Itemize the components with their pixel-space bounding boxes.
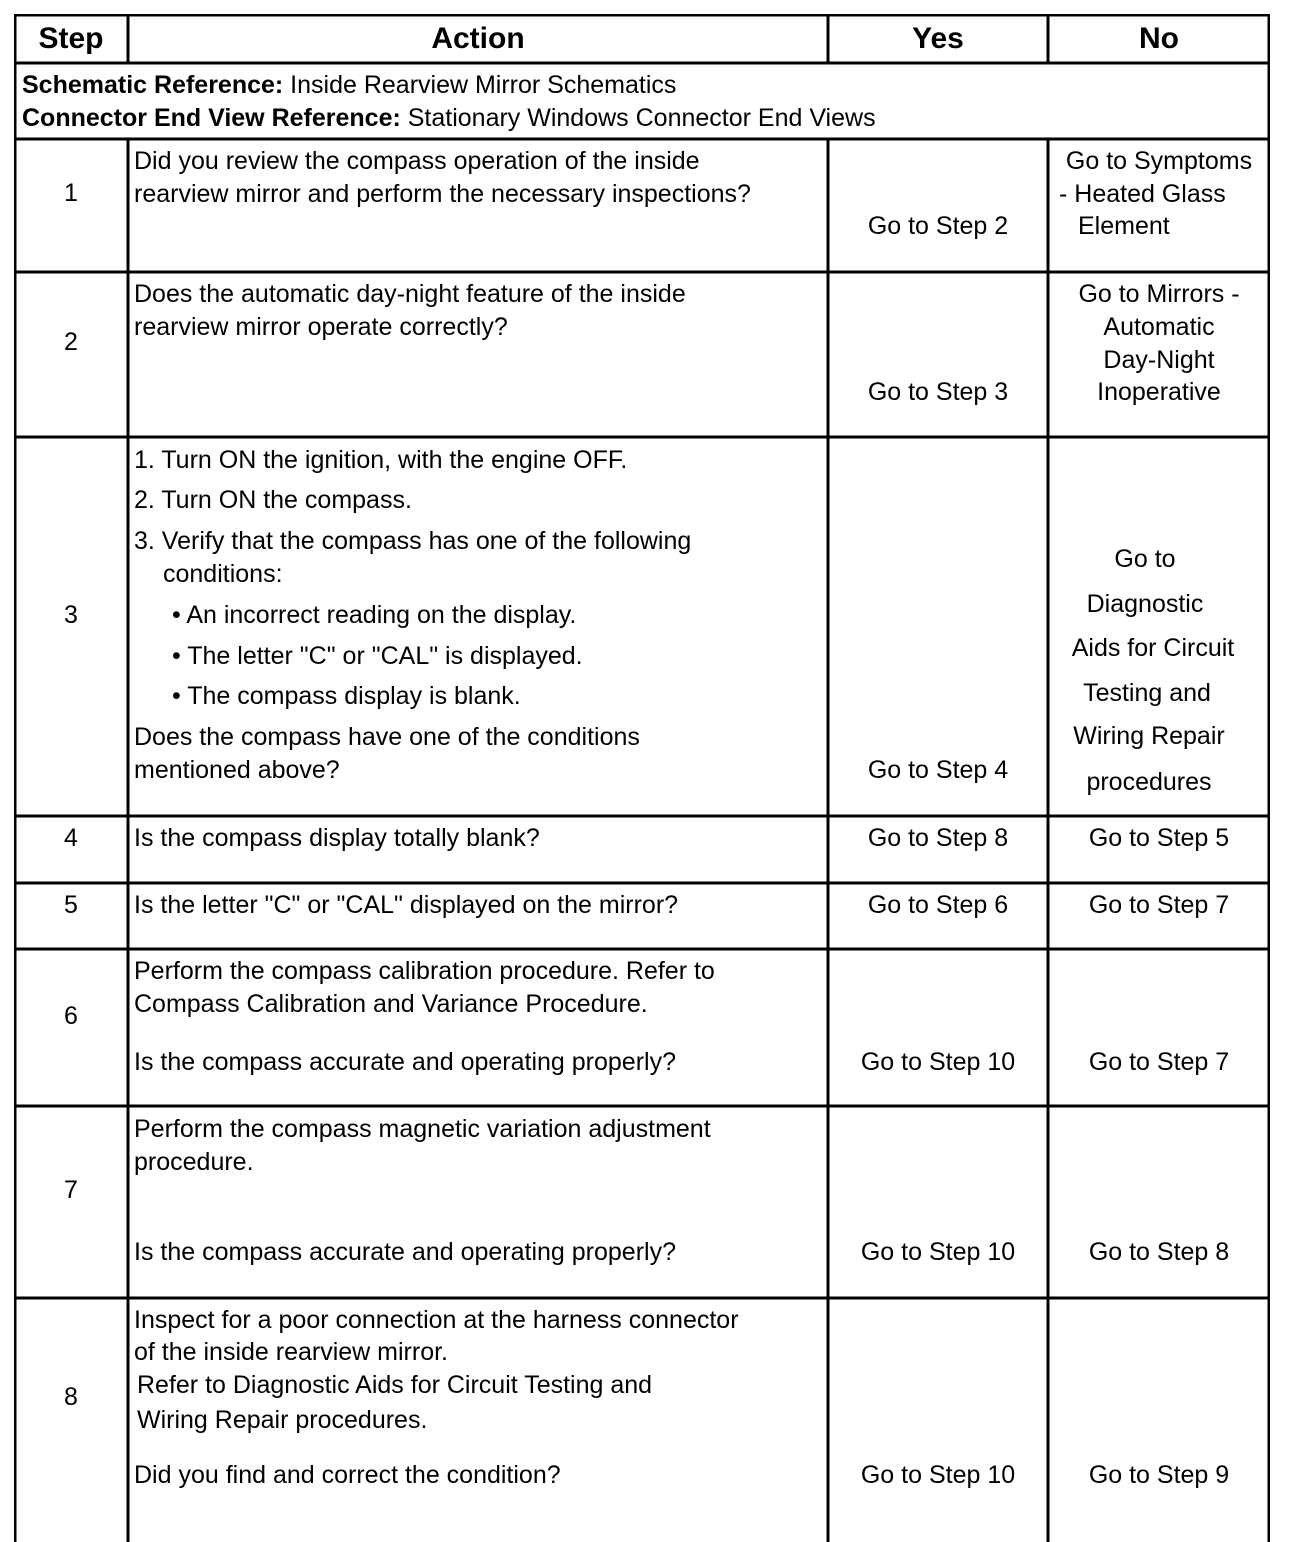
yes-action[interactable]: Go to Step 8 bbox=[867, 824, 1009, 852]
no-action[interactable]: Go to Step 7 bbox=[1088, 1048, 1230, 1076]
no-action[interactable]: Go to bbox=[1114, 545, 1176, 573]
yes-action[interactable]: Go to Step 6 bbox=[867, 891, 1009, 919]
yes-action[interactable]: Go to Step 10 bbox=[860, 1048, 1016, 1076]
step-number: 4 bbox=[64, 824, 78, 852]
no-action[interactable]: Go to Step 9 bbox=[1088, 1461, 1230, 1489]
connector-reference-label: Connector End View Reference: bbox=[22, 104, 401, 132]
action-text: Did you review the compass operation of the inside bbox=[134, 147, 700, 175]
schematic-reference-label: Schematic Reference: bbox=[22, 71, 284, 99]
header-yes: Yes bbox=[912, 22, 964, 55]
action-text: procedure. bbox=[134, 1148, 254, 1176]
action-text: Is the compass display totally blank? bbox=[134, 824, 540, 852]
no-action[interactable]: Automatic bbox=[1103, 313, 1215, 341]
no-action[interactable]: Go to Step 5 bbox=[1088, 824, 1230, 852]
diagnostic-table bbox=[14, 14, 1270, 1542]
step-number: 2 bbox=[64, 328, 78, 356]
action-text: Inspect for a poor connection at the harness connector bbox=[134, 1306, 739, 1334]
no-action[interactable]: Go to Mirrors - bbox=[1078, 280, 1240, 308]
action-text: conditions: bbox=[163, 560, 283, 588]
action-text: Does the compass have one of the conditions bbox=[134, 723, 640, 751]
no-action[interactable]: Go to Step 7 bbox=[1088, 891, 1230, 919]
step-number: 3 bbox=[64, 601, 78, 629]
header-action: Action bbox=[431, 22, 525, 55]
no-action[interactable]: Go to Step 8 bbox=[1088, 1238, 1230, 1266]
action-bullet: • The compass display is blank. bbox=[172, 682, 521, 710]
header-step: Step bbox=[38, 22, 104, 55]
action-text: Is the compass accurate and operating properly? bbox=[134, 1048, 676, 1076]
action-text: 2. Turn ON the compass. bbox=[134, 486, 412, 514]
no-action[interactable]: Aids for Circuit bbox=[1071, 634, 1235, 662]
schematic-reference-value[interactable]: Inside Rearview Mirror Schematics bbox=[283, 71, 677, 99]
step-number: 5 bbox=[64, 891, 78, 919]
action-text: of the inside rearview mirror. bbox=[134, 1338, 449, 1366]
action-text: 3. Verify that the compass has one of the following bbox=[134, 527, 692, 555]
step-number: 8 bbox=[64, 1383, 78, 1411]
action-text: Is the letter "C" or "CAL" displayed on the mirror? bbox=[134, 891, 679, 919]
step-number: 6 bbox=[64, 1002, 78, 1030]
no-action[interactable]: Day-Night bbox=[1103, 346, 1215, 374]
action-text: Did you find and correct the condition? bbox=[134, 1461, 561, 1489]
action-text: Perform the compass magnetic variation adjustment bbox=[134, 1115, 711, 1143]
no-action[interactable]: Element bbox=[1078, 212, 1170, 240]
yes-action[interactable]: Go to Step 10 bbox=[860, 1461, 1016, 1489]
no-action[interactable]: - Heated Glass bbox=[1059, 180, 1226, 208]
action-text: Compass Calibration and Variance Procedure. bbox=[134, 990, 648, 1018]
no-action[interactable]: procedures bbox=[1086, 768, 1212, 796]
yes-action[interactable]: Go to Step 2 bbox=[867, 212, 1009, 240]
action-text: Refer to Diagnostic Aids for Circuit Testing and bbox=[137, 1371, 653, 1399]
action-text: Does the automatic day-night feature of the inside bbox=[134, 280, 686, 308]
action-bullet: • The letter "C" or "CAL" is displayed. bbox=[172, 642, 583, 670]
action-text: Is the compass accurate and operating properly? bbox=[134, 1238, 676, 1266]
no-action[interactable]: Go to Symptoms bbox=[1065, 147, 1253, 175]
action-text: Perform the compass calibration procedure. Refer to bbox=[134, 957, 715, 985]
action-bullet: • An incorrect reading on the display. bbox=[172, 601, 577, 629]
no-action[interactable]: Testing and bbox=[1083, 679, 1211, 707]
connector-reference bbox=[22, 102, 876, 135]
no-action[interactable]: Inoperative bbox=[1097, 378, 1221, 406]
yes-action[interactable]: Go to Step 3 bbox=[867, 378, 1009, 406]
action-text: Wiring Repair procedures. bbox=[137, 1406, 428, 1434]
connector-reference-value[interactable]: Stationary Windows Connector End Views bbox=[400, 104, 876, 132]
no-action[interactable]: Wiring Repair bbox=[1073, 722, 1225, 750]
yes-action[interactable]: Go to Step 4 bbox=[867, 756, 1009, 784]
action-text: rearview mirror and perform the necessary inspections? bbox=[134, 180, 751, 208]
step-number: 7 bbox=[64, 1176, 78, 1204]
step-number: 1 bbox=[64, 179, 78, 207]
header-no: No bbox=[1139, 22, 1179, 55]
action-text: 1. Turn ON the ignition, with the engine OFF. bbox=[134, 446, 628, 474]
yes-action[interactable]: Go to Step 10 bbox=[860, 1238, 1016, 1266]
schematic-reference bbox=[22, 69, 676, 102]
action-text: mentioned above? bbox=[134, 756, 340, 784]
no-action[interactable]: Diagnostic bbox=[1086, 590, 1204, 618]
action-text: rearview mirror operate correctly? bbox=[134, 313, 508, 341]
